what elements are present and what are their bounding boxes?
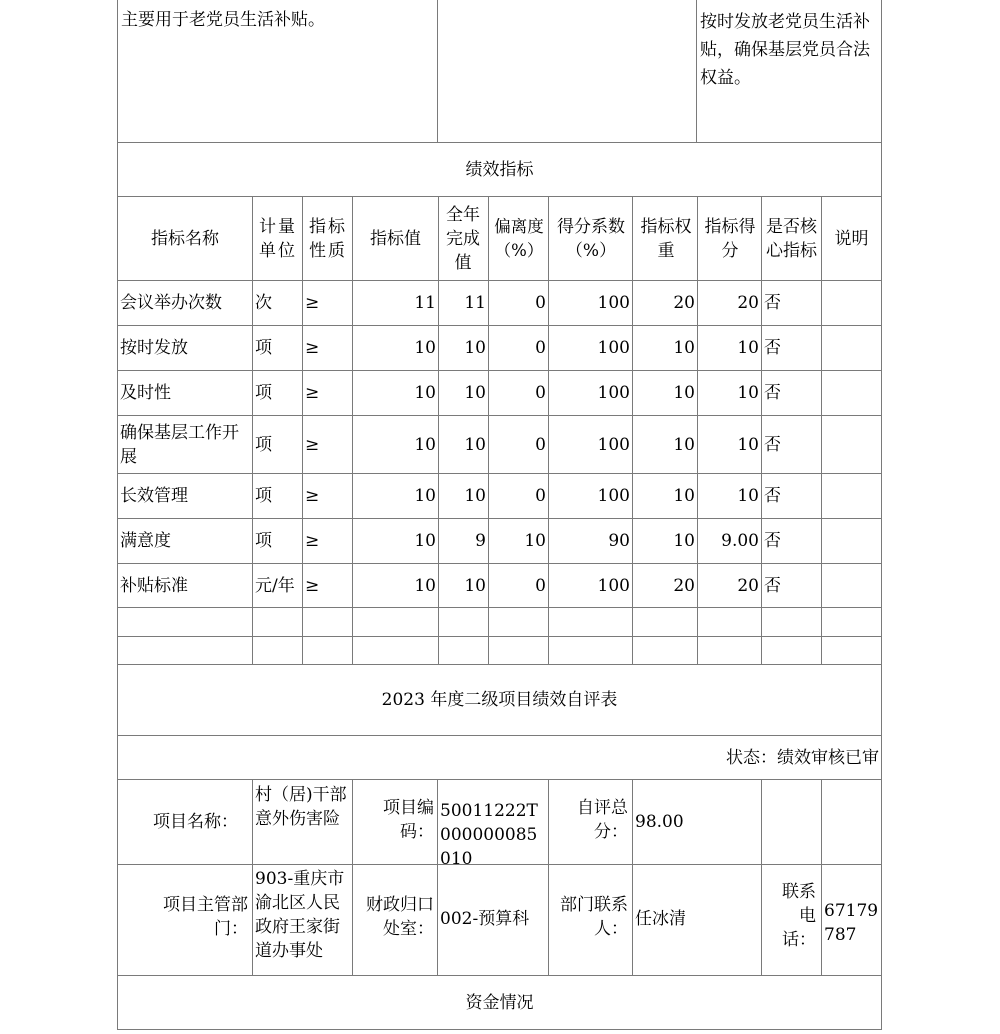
eval-table-title: 2023 年度二级项目绩效自评表 [381,690,618,710]
cell-weight: 10 [673,531,695,551]
cell-core-indicator: 否 [764,383,781,403]
header-weight: 指标权重 [640,216,692,261]
cell-deviation: 10 [524,531,546,551]
cell-actual-value: 10 [464,486,486,506]
funds-section-title: 资金情况 [465,992,534,1013]
cell-score-coefficient: 100 [597,338,630,358]
cell-indicator-name: 按时发放 [120,338,188,358]
cell-note [822,281,881,325]
cell-unit: 项 [255,383,272,403]
cell-score-coefficient: 90 [608,531,630,551]
cell-core-indicator: 否 [764,434,781,455]
cell-core-indicator: 否 [764,531,781,551]
cell-target-value: 10 [414,486,436,506]
header-score: 指标得分 [704,216,756,261]
dept-value: 903-重庆市渝北区人民政府王家街道办事处 [255,869,345,961]
cell-weight: 10 [673,486,695,506]
phone-value: 67179787 [824,901,879,945]
status-text: 状态：绩效审核已审 [726,747,879,768]
cell-indicator-name: 及时性 [120,383,171,403]
cell-indicator-name: 满意度 [120,531,171,551]
cell-score-coefficient: 100 [597,293,630,313]
cell-nature: ≥ [305,486,320,506]
cell-score: 20 [737,575,759,596]
cell-nature: ≥ [305,531,320,551]
cell-note [822,474,881,518]
cell-target-value: 10 [414,434,436,455]
header-score-coefficient: 得分系数（%） [557,216,625,261]
cell-target-value: 10 [414,338,436,358]
cell-unit: 项 [255,338,272,358]
cell-deviation: 0 [535,383,546,403]
project-name-value: 村（居)干部意外伤害险 [255,785,347,829]
header-target-value: 指标值 [370,228,421,249]
cell-score-coefficient: 100 [597,434,630,455]
header-deviation: 偏离度（%） [494,216,544,260]
cell-actual-value: 9 [475,531,486,551]
header-note: 说明 [834,228,869,249]
cell-nature: ≥ [305,575,320,596]
finance-label: 财政归口处室： [366,895,434,939]
cell-actual-value: 10 [464,383,486,403]
cell-score: 9.00 [721,531,759,551]
contact-value: 任冰清 [635,909,686,929]
cell-nature: ≥ [305,338,320,358]
cell-indicator-name: 会议举办次数 [120,293,222,313]
cell-deviation: 0 [535,434,546,455]
cell-score-coefficient: 100 [597,486,630,506]
contact-label: 部门联系人： [560,895,628,939]
cell-deviation: 0 [535,338,546,358]
cell-core-indicator: 否 [764,338,781,358]
header-indicator-name: 指标名称 [151,228,219,249]
cell-deviation: 0 [535,575,546,596]
cell-note [822,519,881,563]
cell-indicator-name: 确保基层工作开展 [120,422,239,467]
cell-indicator-name: 长效管理 [120,486,188,506]
cell-actual-value: 10 [464,575,486,596]
cell-weight: 20 [673,575,695,596]
cell-weight: 10 [673,383,695,403]
finance-value: 002-预算科 [440,909,530,929]
cell-score: 10 [737,434,759,455]
cell-unit: 项 [255,486,272,506]
cell-nature: ≥ [305,293,320,313]
header-unit: 计量单位 [259,216,297,261]
header-nature: 指标性质 [309,216,347,261]
self-score-label: 自评总分： [577,798,628,842]
project-name-label: 项目名称： [153,812,238,832]
cell-target-value: 11 [414,293,436,313]
cell-score: 10 [737,338,759,358]
cell-score: 20 [737,293,759,313]
cell-weight: 10 [673,338,695,358]
cell-unit: 项 [255,531,272,551]
phone-label: 联系电话： [782,882,816,950]
self-score-value: 98.00 [635,812,684,832]
cell-target-value: 10 [414,575,436,596]
cell-core-indicator: 否 [764,293,781,313]
cell-note [822,326,881,370]
dept-label: 项目主管部门： [163,895,248,939]
project-goal-text: 按时发放老党员生活补贴，确保基层党员合法权益。 [700,12,870,88]
cell-nature: ≥ [305,383,320,403]
header-actual-value: 全年完成值 [446,204,480,273]
cell-unit: 次 [255,293,272,313]
cell-note [822,416,881,473]
cell-unit: 项 [255,434,272,455]
cell-core-indicator: 否 [764,486,781,506]
cell-deviation: 0 [535,293,546,313]
cell-note [822,371,881,415]
project-code-value: 50011222T000000085010 [440,801,538,869]
cell-weight: 10 [673,434,695,455]
project-content-text: 主要用于老党员生活补贴。 [121,10,325,30]
cell-score: 10 [737,486,759,506]
project-code-label: 项目编码： [383,798,434,842]
cell-actual-value: 10 [464,338,486,358]
header-core-indicator: 是否核心指标 [766,216,817,261]
cell-target-value: 10 [414,383,436,403]
cell-deviation: 0 [535,486,546,506]
cell-indicator-name: 补贴标准 [120,575,188,596]
cell-nature: ≥ [305,434,320,455]
cell-score-coefficient: 100 [597,383,630,403]
cell-note [822,564,881,607]
cell-score: 10 [737,383,759,403]
performance-section-title: 绩效指标 [465,159,534,180]
cell-weight: 20 [673,293,695,313]
cell-actual-value: 10 [464,434,486,455]
cell-target-value: 10 [414,531,436,551]
cell-unit: 元/年 [255,575,295,596]
cell-core-indicator: 否 [764,575,781,596]
cell-actual-value: 11 [464,293,486,313]
cell-score-coefficient: 100 [597,575,630,596]
